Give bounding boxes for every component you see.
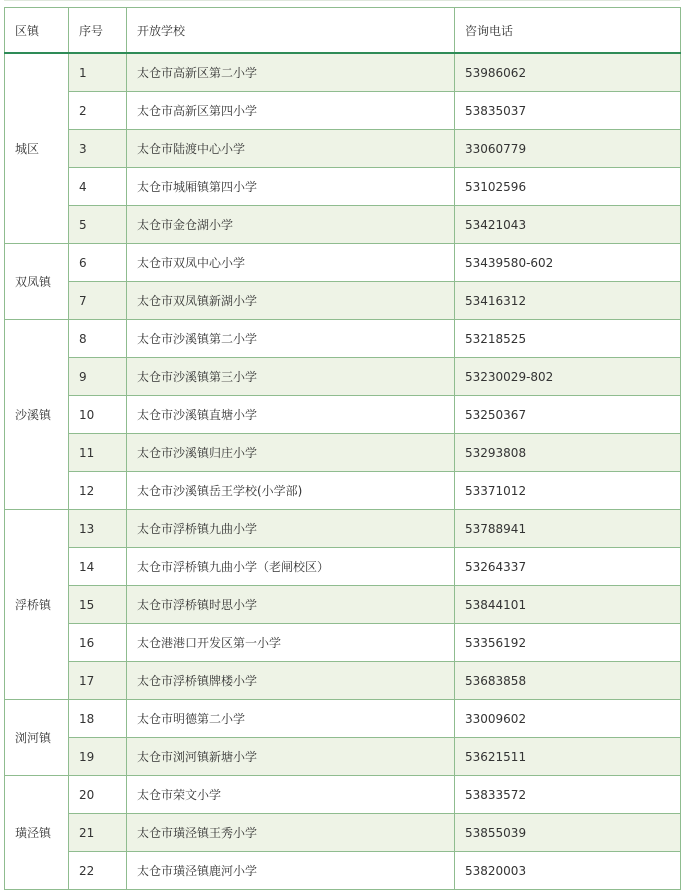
table-row — [5, 586, 681, 624]
phone-cell: 53820003 — [455, 852, 681, 890]
number-cell: 12 — [69, 472, 127, 510]
school-name-cell: 太仓市浮桥镇九曲小学 — [127, 510, 455, 548]
school-table — [4, 7, 681, 890]
table-header — [5, 8, 681, 54]
school-name-cell: 太仓市璜泾镇鹿河小学 — [127, 852, 455, 890]
phone-cell: 53421043 — [455, 206, 681, 244]
table-row — [5, 852, 681, 890]
phone-cell: 53621511 — [455, 738, 681, 776]
column-header-number: 序号 — [69, 8, 127, 54]
phone-cell: 53986062 — [455, 53, 681, 92]
number-cell: 15 — [69, 586, 127, 624]
number-cell: 7 — [69, 282, 127, 320]
table-row — [5, 282, 681, 320]
school-name-cell: 太仓市璜泾镇王秀小学 — [127, 814, 455, 852]
number-cell: 3 — [69, 130, 127, 168]
number-cell: 21 — [69, 814, 127, 852]
table-row — [5, 320, 681, 358]
number-cell: 8 — [69, 320, 127, 358]
school-name-cell: 太仓市浮桥镇牌楼小学 — [127, 662, 455, 700]
number-cell: 1 — [69, 53, 127, 92]
district-cell: 双凤镇 — [5, 244, 69, 320]
number-cell: 22 — [69, 852, 127, 890]
phone-cell: 53439580-602 — [455, 244, 681, 282]
school-name-cell: 太仓市明德第二小学 — [127, 700, 455, 738]
number-cell: 19 — [69, 738, 127, 776]
number-cell: 11 — [69, 434, 127, 472]
phone-cell: 53218525 — [455, 320, 681, 358]
table-row — [5, 53, 681, 92]
school-name-cell: 太仓市浮桥镇九曲小学（老闸校区） — [127, 548, 455, 586]
phone-cell: 53356192 — [455, 624, 681, 662]
phone-cell: 53250367 — [455, 396, 681, 434]
school-name-cell: 太仓市浏河镇新塘小学 — [127, 738, 455, 776]
number-cell: 16 — [69, 624, 127, 662]
table-row — [5, 738, 681, 776]
phone-cell: 53371012 — [455, 472, 681, 510]
district-cell: 璜泾镇 — [5, 776, 69, 890]
column-header-district: 区镇 — [5, 8, 69, 54]
phone-cell: 53683858 — [455, 662, 681, 700]
table-row — [5, 624, 681, 662]
district-cell: 浏河镇 — [5, 700, 69, 776]
phone-cell: 33009602 — [455, 700, 681, 738]
school-name-cell: 太仓市双凤镇新湖小学 — [127, 282, 455, 320]
table-row — [5, 510, 681, 548]
phone-cell: 53833572 — [455, 776, 681, 814]
table-row — [5, 206, 681, 244]
phone-cell: 53264337 — [455, 548, 681, 586]
table-row — [5, 358, 681, 396]
district-cell: 沙溪镇 — [5, 320, 69, 510]
number-cell: 5 — [69, 206, 127, 244]
school-name-cell: 太仓市沙溪镇第三小学 — [127, 358, 455, 396]
phone-cell: 53102596 — [455, 168, 681, 206]
number-cell: 2 — [69, 92, 127, 130]
table-row — [5, 700, 681, 738]
table-row — [5, 548, 681, 586]
school-name-cell: 太仓市沙溪镇直塘小学 — [127, 396, 455, 434]
phone-cell: 53230029-802 — [455, 358, 681, 396]
table-row — [5, 434, 681, 472]
phone-cell: 33060779 — [455, 130, 681, 168]
district-cell: 城区 — [5, 53, 69, 244]
header-row — [5, 8, 681, 54]
table-row — [5, 130, 681, 168]
school-name-cell: 太仓市沙溪镇岳王学校(小学部) — [127, 472, 455, 510]
school-name-cell: 太仓市浮桥镇时思小学 — [127, 586, 455, 624]
column-header-school: 开放学校 — [127, 8, 455, 54]
school-name-cell: 太仓市沙溪镇第二小学 — [127, 320, 455, 358]
table-row — [5, 814, 681, 852]
number-cell: 6 — [69, 244, 127, 282]
number-cell: 17 — [69, 662, 127, 700]
school-name-cell: 太仓市荣文小学 — [127, 776, 455, 814]
school-name-cell: 太仓市沙溪镇归庄小学 — [127, 434, 455, 472]
phone-cell: 53788941 — [455, 510, 681, 548]
number-cell: 4 — [69, 168, 127, 206]
table-row — [5, 396, 681, 434]
school-name-cell: 太仓市高新区第四小学 — [127, 92, 455, 130]
phone-cell: 53835037 — [455, 92, 681, 130]
school-name-cell: 太仓市双凤中心小学 — [127, 244, 455, 282]
phone-cell: 53416312 — [455, 282, 681, 320]
school-name-cell: 太仓市高新区第二小学 — [127, 53, 455, 92]
district-cell: 浮桥镇 — [5, 510, 69, 700]
table-row — [5, 472, 681, 510]
number-cell: 13 — [69, 510, 127, 548]
table-row — [5, 92, 681, 130]
column-header-phone: 咨询电话 — [455, 8, 681, 54]
phone-cell: 53855039 — [455, 814, 681, 852]
number-cell: 20 — [69, 776, 127, 814]
school-name-cell: 太仓港港口开发区第一小学 — [127, 624, 455, 662]
number-cell: 9 — [69, 358, 127, 396]
phone-cell: 53293808 — [455, 434, 681, 472]
table-row — [5, 776, 681, 814]
number-cell: 10 — [69, 396, 127, 434]
table-row — [5, 168, 681, 206]
school-name-cell: 太仓市城厢镇第四小学 — [127, 168, 455, 206]
table-row — [5, 244, 681, 282]
phone-cell: 53844101 — [455, 586, 681, 624]
table-row — [5, 662, 681, 700]
table-body — [5, 53, 681, 890]
table-top-border — [4, 0, 680, 7]
number-cell: 14 — [69, 548, 127, 586]
number-cell: 18 — [69, 700, 127, 738]
school-name-cell: 太仓市金仓湖小学 — [127, 206, 455, 244]
school-name-cell: 太仓市陆渡中心小学 — [127, 130, 455, 168]
